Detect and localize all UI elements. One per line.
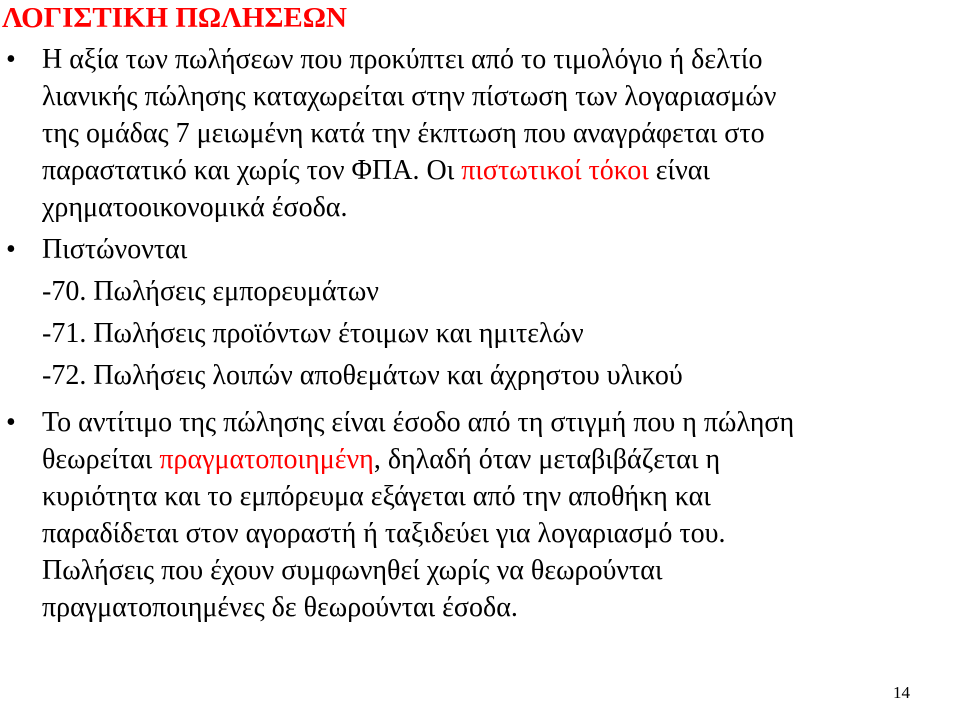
bullet-item-credited [0,231,960,268]
bullet-icon: • [6,44,16,75]
highlight-credit-interest: πιστωτικοί τόκοι [461,155,649,186]
text-line: κυριότητα και το εμπόρευμα εξάγεται από την αποθήκη και [42,481,711,512]
text-line: Πωλήσεις που έχουν συμφωνηθεί χωρίς να θεωρούνται [42,555,663,586]
bullet-item-revenue-recognition [0,404,960,626]
page-number: 14 [893,683,910,702]
text-line: Πιστώνονται [42,234,188,265]
text-line: χρηματοοικονομικά έσοδα. [42,192,348,223]
text-line [42,441,960,478]
account-line: -72. Πωλήσεις λοιπών αποθεμάτων και άχρηστου υλικού [42,360,683,391]
bullet-item-sales-value [0,41,960,226]
text-line: λιανικής πώλησης καταχωρείται στην πίστωση των λογαριασμών [42,81,777,112]
highlight-realized: πραγματοποιημένη [159,444,374,475]
text-line: Το αντίτιμο της πώλησης είναι έσοδο από τη στιγμή που η πώληση [42,407,795,438]
text-line [42,152,960,189]
text-line: πραγματοποιημένες δε θεωρούνται έσοδα. [42,592,518,623]
slide-title: ΛΟΓΙΣΤΙΚΗ ΠΩΛΗΣΕΩΝ [2,2,347,34]
text-span: παραστατικό και χωρίς τον ΦΠΑ. Οι [42,155,462,186]
text-line: Η αξία των πωλήσεων που προκύπτει από το τιμολόγιο ή δελτίο [42,44,763,75]
account-line: -71. Πωλήσεις προϊόντων έτοιμων και ημιτελών [42,318,584,349]
text-span: , δηλαδή όταν μεταβιβάζεται η [373,444,721,475]
text-span: είναι [648,155,710,186]
text-line: της ομάδας 7 μειωμένη κατά την έκπτωση που αναγράφεται στο [42,118,765,149]
text-line: παραδίδεται στον αγοραστή ή ταξιδεύει για λογαριασμό του. [42,518,726,549]
bullet-icon: • [6,234,16,265]
bullet-list [0,41,960,626]
account-line: -70. Πωλήσεις εμπορευμάτων [42,276,379,307]
text-span: θεωρείται [42,444,160,475]
bullet-icon: • [6,407,16,438]
